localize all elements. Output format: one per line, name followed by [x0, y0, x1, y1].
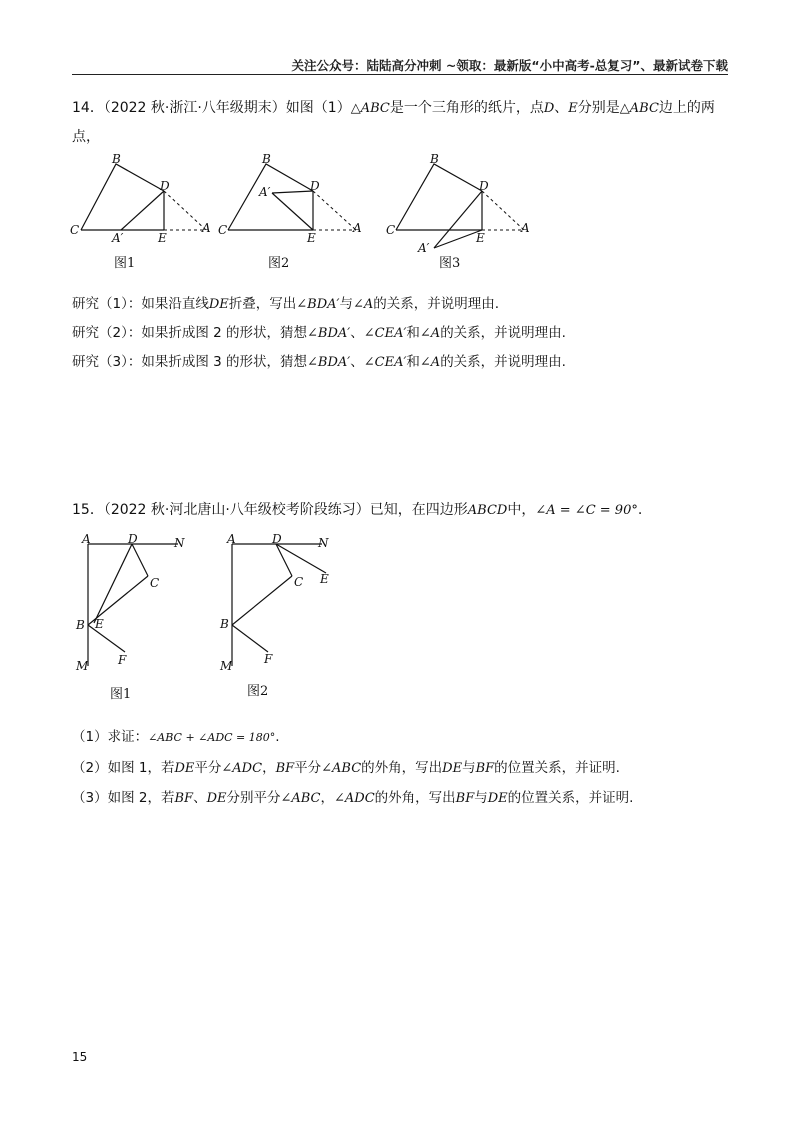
- q14-r2-angle-a: ∠A: [419, 326, 441, 341]
- header-rule: [72, 74, 728, 75]
- q14-r3-text2: 的关系，并说明理由.: [440, 354, 566, 370]
- q15-p2-bf2: BF: [475, 761, 495, 776]
- q14-f3-label-a: A: [521, 221, 530, 235]
- q15-p3-text3: 的外角，写出: [374, 790, 456, 806]
- q15-f1-caption: 图1: [110, 687, 132, 702]
- q14-f3-label-d: D: [479, 179, 489, 193]
- q14-text3: 边上的两: [658, 100, 715, 116]
- q15-p2-text5: 与: [462, 760, 476, 776]
- q15-f1-label-n: N: [174, 536, 185, 550]
- q15-f2-label-f: F: [264, 652, 273, 666]
- q15-figure-2: [219, 532, 329, 699]
- q14-point-d: D: [543, 101, 555, 116]
- q15-f2-caption: 图2: [247, 684, 269, 699]
- q15-p3-de2: DE: [487, 791, 508, 806]
- q15-p2-angle-abc: ∠ABC: [321, 761, 362, 776]
- q14-r3-angle-cea: ∠CEA′: [363, 355, 407, 370]
- q15-f1-label-c: C: [150, 576, 160, 590]
- q15-p2-text4: 的外角，写出: [361, 760, 443, 776]
- q14-r2-angle-cea: ∠CEA′: [363, 326, 407, 341]
- q14-f1-caption: 图1: [114, 256, 136, 271]
- q14-stem-line2: 点，: [72, 129, 100, 145]
- q15-p2-de2: DE: [442, 761, 463, 776]
- q15-part-2: [72, 756, 620, 776]
- q15-f1-label-f: F: [118, 653, 127, 667]
- question-15: [72, 496, 728, 525]
- q15-p3-angle-abc: ∠ABC: [280, 791, 321, 806]
- q15-text: 中，: [507, 502, 536, 518]
- q15-p2-text: （2）如图 1，若: [72, 760, 175, 776]
- q14-point-e: E: [568, 101, 578, 116]
- q15-p3-comma: ，: [320, 790, 335, 806]
- q15-p3-sep: 、: [193, 790, 207, 806]
- q14-r2-text: 研究（2）：如果折成图 2 的形状，猜想: [72, 325, 308, 341]
- q15-p3-de: DE: [206, 791, 227, 806]
- q14-stem-line1: [72, 94, 728, 123]
- q14-research-2: [72, 321, 566, 341]
- q14-f1-label-a: A: [202, 221, 211, 235]
- q14-r1-text: 研究（1）：如果沿直线: [72, 296, 209, 312]
- q15-p1-equation: ∠ABC + ∠ADC = 180°: [148, 731, 276, 744]
- q15-p2-comma: ，: [262, 760, 276, 776]
- q14-f3-label-b: B: [430, 152, 439, 166]
- q15-f2-label-d: D: [272, 532, 282, 546]
- q15-f1-label-a: A: [82, 532, 91, 546]
- page-header: 关注公众号：陆陆高分冲刺 ~领取：最新版“小中高考-总复习”、最新试卷下载: [291, 58, 728, 73]
- q15-quad-abcd: ABCD: [467, 503, 508, 518]
- q15-prefix: 15．（2022 秋·河北唐山·八年级校考阶段练习）已知，在四边形: [72, 502, 468, 518]
- q14-r1-line-de: DE: [208, 297, 229, 312]
- q14-r1-angle-bda: ∠BDA′: [296, 297, 340, 312]
- q15-part-3: [72, 786, 633, 806]
- q14-r3-text: 研究（3）：如果折成图 3 的形状，猜想: [72, 354, 308, 370]
- q14-f3-label-e: E: [476, 231, 485, 245]
- question-14: [72, 94, 728, 151]
- q14-research-1: [72, 292, 499, 312]
- q14-figure-3: [386, 152, 530, 271]
- q15-p3-text5: 的位置关系，并证明.: [507, 790, 634, 806]
- q14-r2-sep: 、: [350, 325, 364, 341]
- q15-part-1: [72, 725, 280, 745]
- q15-p2-angle-adc: ∠ADC: [221, 761, 263, 776]
- q15-f2-label-c: C: [294, 575, 304, 589]
- q14-r3-sep: 、: [350, 354, 364, 370]
- page-number: 15: [72, 1050, 88, 1064]
- q15-f1-label-b: B: [76, 618, 85, 632]
- q14-r3-angle-bda: ∠BDA′: [307, 355, 351, 370]
- q15-p3-bf2: BF: [455, 791, 475, 806]
- q14-f2-label-e: E: [307, 231, 316, 245]
- q14-f3-label-aprime: A′: [418, 241, 430, 255]
- q15-f2-label-b: B: [220, 617, 229, 631]
- q14-r1-angle-a: ∠A: [352, 297, 374, 312]
- q14-text2: 分别是: [577, 100, 620, 116]
- q15-figure-1: [75, 532, 185, 702]
- q14-f3-caption: 图3: [439, 256, 461, 271]
- q14-f1-label-aprime: A′: [112, 231, 124, 245]
- q15-condition: ∠A = ∠C = 90°: [535, 503, 638, 518]
- q14-r2-text2: 的关系，并说明理由.: [440, 325, 566, 341]
- q15-stem: [72, 496, 728, 525]
- q14-f1-label-c: C: [70, 223, 80, 237]
- q15-f2-label-e: E: [320, 572, 329, 586]
- q14-prefix: 14．（2022 秋·浙江·八年级期末）如图（1）: [72, 100, 351, 116]
- q15-figures: [70, 530, 350, 710]
- q14-f3-label-c: C: [386, 223, 396, 237]
- q15-p3-angle-adc: ∠ADC: [334, 791, 375, 806]
- q14-figures: [66, 150, 536, 275]
- q15-p2-text6: 的位置关系，并证明.: [494, 760, 620, 776]
- q14-r3-angle-a: ∠A: [419, 355, 441, 370]
- q14-f2-label-b: B: [262, 152, 271, 166]
- q14-f1-label-b: B: [112, 152, 121, 166]
- q14-sep: 、: [554, 100, 569, 116]
- q14-research-3: [72, 350, 566, 370]
- q15-p2-text3: 平分: [294, 760, 322, 776]
- q15-p2-text2: 平分: [194, 760, 222, 776]
- q14-f2-label-aprime: A′: [259, 185, 271, 199]
- q15-f2-label-a: A: [227, 532, 236, 546]
- q15-p3-text: （3）如图 2，若: [72, 790, 175, 806]
- q14-f2-caption: 图2: [268, 256, 290, 271]
- q14-f2-label-d: D: [310, 179, 320, 193]
- q15-f2-label-n: N: [318, 536, 329, 550]
- q14-f2-label-c: C: [218, 223, 228, 237]
- q15-p3-text4: 与: [474, 790, 488, 806]
- q15-f2-label-m: M: [220, 659, 233, 673]
- q14-r3-and: 和: [406, 354, 420, 370]
- q15-text-end: .: [637, 502, 643, 518]
- q15-f1-label-m: M: [76, 659, 89, 673]
- q14-r2-angle-bda: ∠BDA′: [307, 326, 351, 341]
- q14-figure-2: [218, 152, 362, 271]
- q15-p2-bf: BF: [275, 761, 295, 776]
- q15-f1-label-d: D: [128, 532, 138, 546]
- q15-p2-de: DE: [174, 761, 195, 776]
- q15-p3-text2: 分别平分: [226, 790, 281, 806]
- q14-r1-text3: 与: [339, 296, 353, 312]
- q14-r2-and: 和: [406, 325, 420, 341]
- q15-p1-text: （1）求证：: [72, 729, 149, 745]
- q14-f1-label-e: E: [158, 231, 167, 245]
- q15-p3-bf: BF: [174, 791, 194, 806]
- q14-r1-text4: 的关系，并说明理由.: [373, 296, 500, 312]
- q15-p1-end: .: [275, 729, 280, 745]
- q14-f1-label-d: D: [160, 179, 170, 193]
- q14-triangle-abc-2: △ABC: [619, 101, 659, 116]
- q14-figure-1: [70, 152, 211, 271]
- q14-triangle-abc: △ABC: [350, 101, 390, 116]
- q15-f1-label-e: E: [95, 617, 104, 631]
- q14-r1-text2: 折叠，写出: [228, 296, 297, 312]
- q14-text: 是一个三角形的纸片，点: [389, 100, 544, 116]
- q14-f2-label-a: A: [353, 221, 362, 235]
